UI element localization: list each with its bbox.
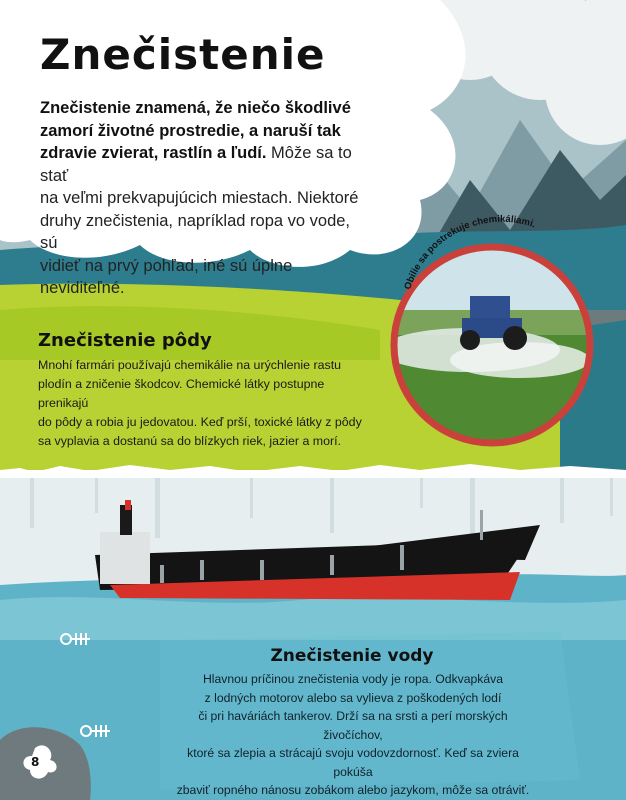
intro-paragraph <box>40 97 370 300</box>
soil-line: plodín a zničenie škodcov. Chemické látky postupne prenikajú <box>38 377 325 410</box>
soil-heading: Znečistenie pôdy <box>38 330 212 351</box>
water-line: či pri haváriách tankerov. Drží sa na srsti a perí morských živočíchov, <box>198 709 508 742</box>
intro-line-4: na veľmi prekvapujúcich miestach. Niektoré <box>40 189 359 207</box>
soil-paragraph <box>38 356 368 451</box>
water-line: zbaviť ropného nánosu zobákom alebo jazykom, môže sa otráviť. <box>176 783 530 797</box>
intro-rest-3: Môže sa to stať <box>40 144 352 185</box>
water-line: z lodných motorov alebo sa vylieva z poškodených lodí <box>204 690 502 705</box>
intro-bold-2: zamorí životné prostredie, a naruší tak <box>40 121 341 140</box>
intro-bold-3: zdravie zvierat, rastlín a ľudí. <box>40 144 267 162</box>
svg-text:Obilie sa postrekuje chemikáli <box>402 214 537 291</box>
water-line: ktoré sa zlepia a strácajú svoju vodovzdornosť. Keď sa zviera pokúša <box>187 746 519 779</box>
page-number: 8 <box>31 755 40 769</box>
photo-caption: Obilie sa postrekuje chemikáliami. <box>402 213 538 291</box>
page-title: Znečistenie <box>40 30 326 79</box>
soil-line: Mnohí farmári používajú chemikálie na urýchlenie rastu <box>38 358 342 372</box>
water-paragraph <box>176 670 530 800</box>
water-line: Hlavnou príčinou znečistenia vody je ropa. Odkvapkáva <box>202 672 504 686</box>
water-heading: Znečistenie vody <box>270 646 434 666</box>
intro-line-6: vidieť na prvý pohľad, iné sú úplne neviditeľné. <box>40 256 293 297</box>
intro-bold-1: Znečistenie znamená, že niečo škodlivé <box>40 99 351 117</box>
intro-line-5: druhy znečistenia, napríklad ropa vo vode, sú <box>40 211 351 252</box>
soil-line: do pôdy a robia ju jedovatou. Keď prší, toxické látky z pôdy <box>38 415 362 429</box>
soil-line: sa vyplavia a dostanú sa do blízkych riek, jazier a morí. <box>38 434 342 448</box>
